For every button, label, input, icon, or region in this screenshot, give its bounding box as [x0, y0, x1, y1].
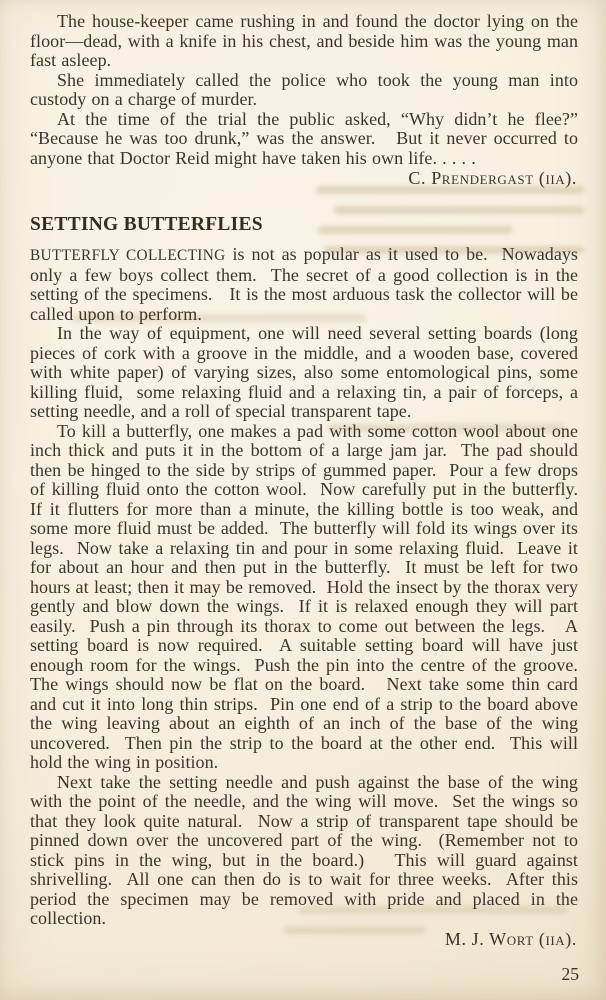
paragraph: Next take the setting needle and push against the base of the wing with the point of the needle, and the wing will move. Set the wings so that they look quite natural. Now a strip of transparent tape should be pinned down over the uncovered part of the wing. (Remember not to stick pins in the wing, but in the board.) This will guard against shrivelling. All one can then do is to wait for three weeks. After this period the specimen may be removed with pride and placed in the collection.	[30, 771, 584, 928]
paragraph: In the way of equipment, one will need several setting boards (long pieces of cork with a groove in the middle, and a wooden base, covered with white paper) of varying sizes, also some entomological pins, some killing fluid, some relaxing fluid and a relaxing tin, a pair of forceps, a setting needle, and a roll of special transparent tape.	[30, 323, 584, 421]
author-attribution: C. Prendergast (iia).	[408, 168, 577, 188]
paragraph-text: is not as popular as it used to be. Nowadays only a few boys collect them. The secret of a good collection is in the setting of the specimens. It is the most arduous task the collector will be called upon to perform.	[30, 244, 584, 324]
paragraph: At the time of the trial the public asked, “Why didn’t he flee?” “Because he was too drunk,” was the answer. But it never occurred to anyone that Doctor Reid might have taken his own life. . . . .	[30, 108, 589, 168]
story-continuation	[30, 11, 589, 188]
paragraph	[30, 244, 584, 324]
article-heading: SETTING BUTTERFLIES	[30, 214, 263, 235]
author-attribution: M. J. Wort (iia).	[444, 928, 577, 949]
paragraph: The house-keeper came rushing in and found the doctor lying on the floor—dead, with a knife in his chest, and beside him was the young man fast asleep.	[30, 11, 584, 70]
page-number: 25	[561, 964, 579, 984]
paragraph: She immediately called the police who took the young man into custody on a charge of murder.	[30, 69, 584, 109]
article-setting-butterflies	[30, 214, 594, 949]
leadin-smallcaps: BUTTERFLY COLLECTING	[30, 247, 226, 264]
paragraph: To kill a butterfly, one makes a pad with some cotton wool about one inch thick and puts it in the bottom of a large jam jar. The pad should then be hinged to the side by strips of gummed paper. Pour a few drops of killing fluid onto the cotton wool. Now carefully put in the butterfly. If it flutters for more than a minute, the killing bottle is too weak, and some more fluid must be added. The butterfly will fold its wings over its legs. Now take a relaxing tin and pour in some relaxing fluid. Leave it for about an hour and then put in the butterfly. It must be left for two hours at least; then it may be removed. Hold the insect by the thorax very gently and blow down the wings. If it is relaxed enough they will part easily. Push a pin through its thorax to come out between the legs. A setting board is now required. A suitable setting board will have just enough room for the wings. Push the pin into the centre of the groove. The wings should now be flat on the board. Next take some thin card and cut it into long thin strips. Pin one end of a strip to the board above the wing leaving about an eighth of an inch of the base of the wing uncovered. Then pin the strip to the board at the other end. This will hold the wing in position.	[30, 420, 594, 772]
